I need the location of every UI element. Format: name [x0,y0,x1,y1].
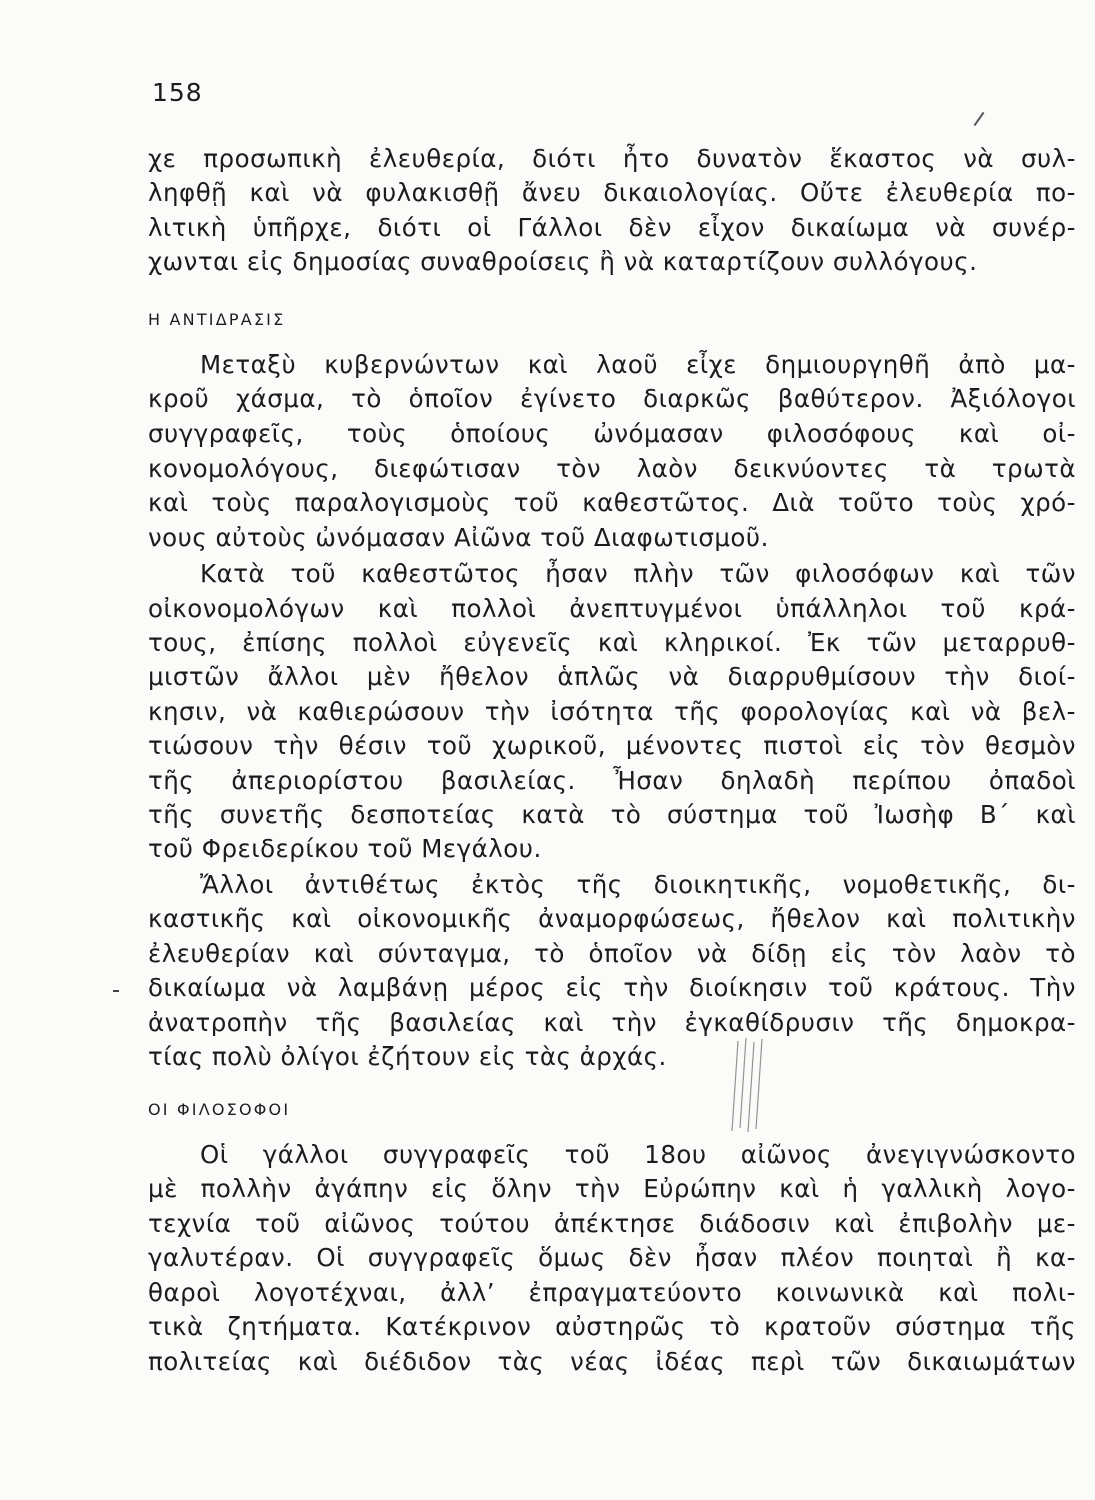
body-line: μὲ πολλὴν ἀγάπην εἰς ὅλην τὴν Εὐρώπην καὶ ἡ γαλλικὴ λογο- [148,1174,1076,1203]
body-line: Οἱ γάλλοι συγγραφεῖς τοῦ 18ου αἰῶνος ἀνεγιγνώσκοντο [200,1140,1076,1169]
section-heading: Η ΑΝΤΙΔΡΑΣΙΣ [148,310,286,329]
body-line: καστικῆς καὶ οἰκονομικῆς ἀναμορφώσεως, ἤθελον καὶ πολιτικὴν [148,904,1076,933]
body-line: τιώσουν τὴν θέσιν τοῦ χωρικοῦ, μένοντες πιστοὶ εἰς τὸν θεσμὸν [148,731,1076,760]
body-line: τους, ἐπίσης πολλοὶ εὐγενεῖς καὶ κληρικοί. Ἐκ τῶν μεταρρυθ- [148,628,1076,657]
body-line: Κατὰ τοῦ καθεστῶτος ἦσαν πλὴν τῶν φιλοσόφων καὶ τῶν [200,559,1076,588]
body-line: θαροὶ λογοτέχναι, ἀλλ’ ἐπραγματεύοντο κοινωνικὰ καὶ πολι- [148,1278,1076,1307]
body-line: τίας πολὺ ὀλίγοι ἐζήτουν εἰς τὰς ἀρχάς. [148,1042,667,1071]
body-line: τῆς συνετῆς δεσποτείας κατὰ τὸ σύστημα τοῦ Ἰωσὴφ Β΄ καὶ [148,800,1076,829]
body-line: μιστῶν ἄλλοι μὲν ἤθελον ἁπλῶς νὰ διαρρυθμίσουν τὴν διοί- [148,662,1076,691]
pencil-hatch-mark [728,1036,778,1136]
body-line: Ἄλλοι ἀντιθέτως ἐκτὸς τῆς διοικητικῆς, νομοθετικῆς, δι- [200,870,1076,899]
body-line: τεχνία τοῦ αἰῶνος τούτου ἀπέκτησε διάδοσιν καὶ ἐπιβολὴν με- [148,1209,1076,1238]
body-line: ἀνατροπὴν τῆς βασιλείας καὶ τὴν ἐγκαθίδρυσιν τῆς δημοκρα- [148,1008,1076,1037]
body-line: γαλυτέραν. Οἱ συγγραφεῖς ὅμως δὲν ἦσαν πλέον ποιηταὶ ἢ κα- [148,1243,1076,1272]
margin-mark [113,990,119,992]
body-line: τοῦ Φρειδερίκου τοῦ Μεγάλου. [148,834,542,863]
body-line: ἐλευθερίαν καὶ σύνταγμα, τὸ ὁποῖον νὰ δίδῃ εἰς τὸν λαὸν τὸ [148,939,1076,968]
body-line: τικὰ ζητήματα. Κατέκρινον αὐστηρῶς τὸ κρατοῦν σύστημα τῆς [148,1312,1076,1341]
body-line: τῆς ἀπεριορίστου βασιλείας. Ἦσαν δηλαδὴ περίπου ὀπαδοὶ [148,766,1076,795]
body-line: ληφθῇ καὶ νὰ φυλακισθῇ ἄνευ δικαιολογίας. Οὔτε ἐλευθερία πο- [148,178,1076,207]
body-line: κησιν, νὰ καθιερώσουν τὴν ἰσότητα τῆς φορολογίας καὶ νὰ βελ- [148,697,1076,726]
body-line: χε προσωπικὴ ἐλευθερία, διότι ἦτο δυνατὸν ἕκαστος νὰ συλ- [148,144,1076,173]
body-line: κονομολόγους, διεφώτισαν τὸν λαὸν δεικνύοντες τὰ τρωτὰ [148,454,1076,483]
body-line: οἰκονομολόγων καὶ πολλοὶ ἀνεπτυγμένοι ὑπάλληλοι τοῦ κρά- [148,594,1076,623]
body-line: Μεταξὺ κυβερνώντων καὶ λαοῦ εἶχε δημιουργηθῆ ἀπὸ μα- [200,350,1076,379]
pencil-mark [974,112,985,126]
body-line: καὶ τοὺς παραλογισμοὺς τοῦ καθεστῶτος. Διὰ τοῦτο τοὺς χρό- [148,488,1076,517]
body-line: πολιτείας καὶ διέδιδον τὰς νέας ἰδέας περὶ τῶν δικαιωμάτων [148,1347,1076,1376]
body-line: συγγραφεῖς, τοὺς ὁποίους ὠνόμασαν φιλοσόφους καὶ οἰ- [148,419,1076,448]
body-line: νους αὐτοὺς ὠνόμασαν Αἰῶνα τοῦ Διαφωτισμοῦ. [148,523,769,552]
body-line: χωνται εἰς δημοσίας συναθροίσεις ἢ νὰ καταρτίζουν συλλόγους. [148,247,978,276]
page-number: 158 [152,78,203,107]
section-heading: ΟΙ ΦΙΛΟΣΟΦΟΙ [148,1100,291,1119]
body-line: κροῦ χάσμα, τὸ ὁποῖον ἐγίνετο διαρκῶς βαθύτερον. Ἀξιόλογοι [148,384,1076,413]
body-line: δικαίωμα νὰ λαμβάνῃ μέρος εἰς τὴν διοίκησιν τοῦ κράτους. Τὴν [148,973,1076,1002]
body-line: λιτικὴ ὑπῆρχε, διότι οἱ Γάλλοι δὲν εἶχον δικαίωμα νὰ συνέρ- [148,213,1076,242]
